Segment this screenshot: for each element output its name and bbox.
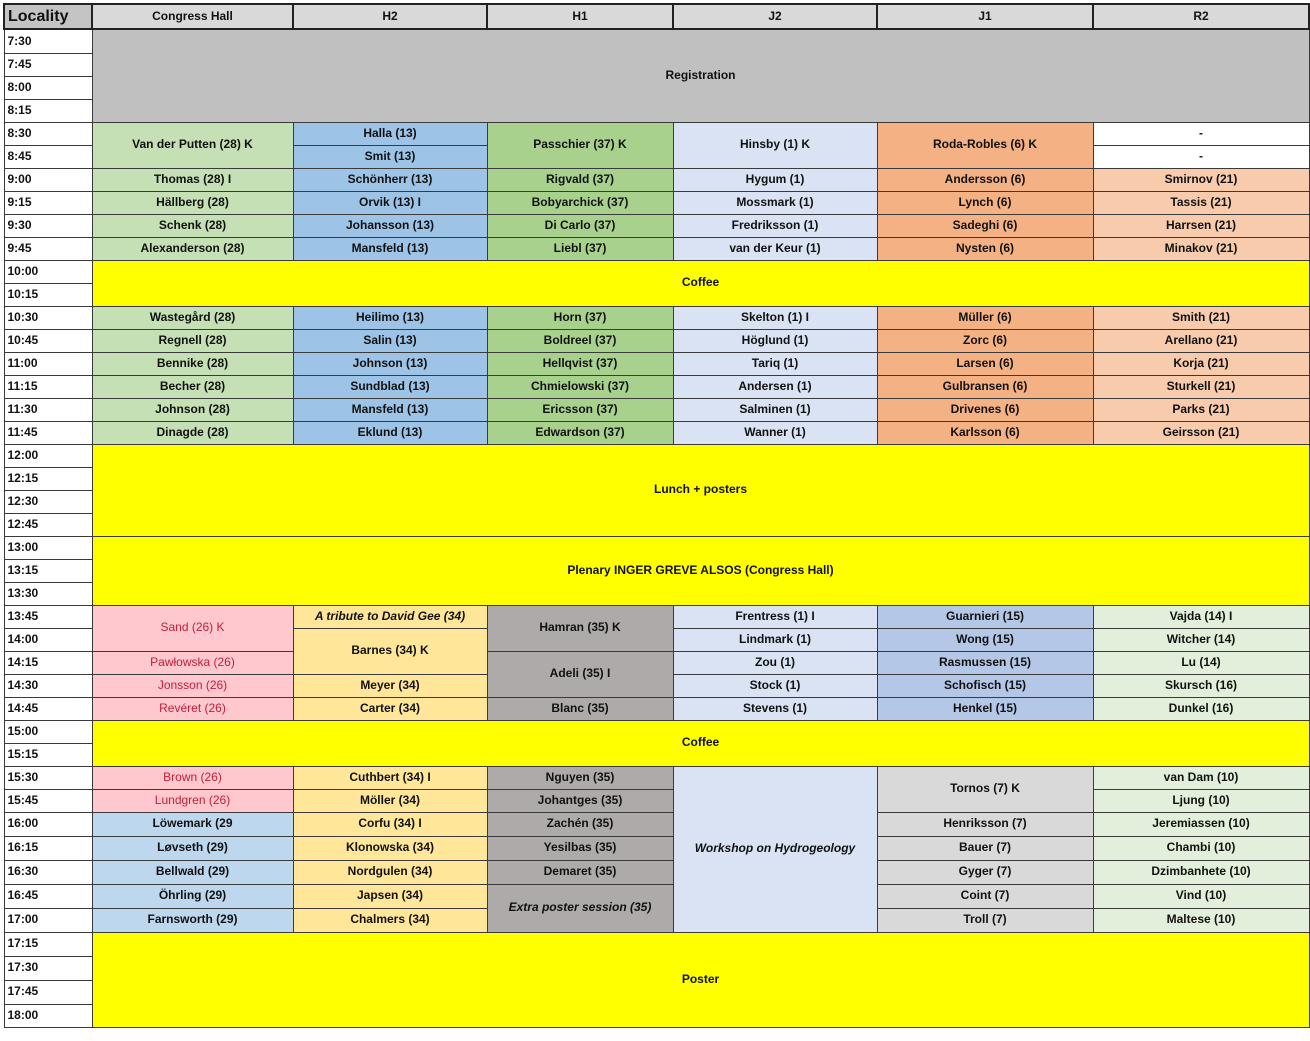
time-label: 16:45 (4, 884, 92, 908)
session-cell: Troll (7) (877, 908, 1093, 932)
session-cell: Farnsworth (29) (92, 908, 293, 932)
session-cell: Öhrling (29) (92, 884, 293, 908)
session-cell: - (1093, 145, 1309, 168)
session-cell: Löwemark (29 (92, 812, 293, 836)
session-cell: Orvik (13) I (293, 191, 487, 214)
session-cell: Demaret (35) (487, 860, 673, 884)
session-cell: Wastegård (28) (92, 306, 293, 329)
session-cell: Henriksson (7) (877, 812, 1093, 836)
session-cell: Minakov (21) (1093, 237, 1309, 260)
time-label: 14:00 (4, 628, 92, 651)
session-cell: Mansfeld (13) (293, 398, 487, 421)
time-label: 11:30 (4, 398, 92, 421)
session-cell: Frentress (1) I (673, 605, 877, 628)
session-cell: Passchier (37) K (487, 122, 673, 168)
session-cell: Witcher (14) (1093, 628, 1309, 651)
session-cell: Eklund (13) (293, 421, 487, 444)
session-cell: Barnes (34) K (293, 628, 487, 674)
session-cell: Hamran (35) K (487, 605, 673, 651)
time-label: 9:45 (4, 237, 92, 260)
session-cell: Gulbransen (6) (877, 375, 1093, 398)
session-cell: Hygum (1) (673, 168, 877, 191)
time-label: 10:30 (4, 306, 92, 329)
time-label: 15:30 (4, 766, 92, 789)
session-cell: Vind (10) (1093, 884, 1309, 908)
room-header-h2: H2 (293, 4, 487, 29)
session-cell: Jonsson (26) (92, 674, 293, 697)
session-cell: Zorc (6) (877, 329, 1093, 352)
session-cell: Blanc (35) (487, 697, 673, 720)
session-cell: Maltese (10) (1093, 908, 1309, 932)
session-cell: Skelton (1) I (673, 306, 877, 329)
session-cell: Smit (13) (293, 145, 487, 168)
session-cell: Corfu (34) I (293, 812, 487, 836)
time-label: 14:15 (4, 651, 92, 674)
time-label: 15:45 (4, 789, 92, 812)
time-label: 13:30 (4, 582, 92, 605)
poster-block: Poster (92, 932, 1309, 1027)
time-label: 8:30 (4, 122, 92, 145)
session-cell: Rasmussen (15) (877, 651, 1093, 674)
session-cell: Horn (37) (487, 306, 673, 329)
session-cell: Regnell (28) (92, 329, 293, 352)
session-cell: Dunkel (16) (1093, 697, 1309, 720)
room-header-h1: H1 (487, 4, 673, 29)
time-label: 7:30 (4, 29, 92, 53)
session-cell: - (1093, 122, 1309, 145)
time-label: 12:30 (4, 490, 92, 513)
time-label: 16:30 (4, 860, 92, 884)
session-cell: Henkel (15) (877, 697, 1093, 720)
room-header-j2: J2 (673, 4, 877, 29)
session-cell: Edwardson (37) (487, 421, 673, 444)
time-label: 14:45 (4, 697, 92, 720)
time-label: 8:00 (4, 76, 92, 99)
session-cell: Smith (21) (1093, 306, 1309, 329)
session-cell: Lu (14) (1093, 651, 1309, 674)
session-cell: Chmielowski (37) (487, 375, 673, 398)
time-label: 9:00 (4, 168, 92, 191)
session-cell: Japsen (34) (293, 884, 487, 908)
time-label: 10:00 (4, 260, 92, 283)
session-cell: Becher (28) (92, 375, 293, 398)
session-cell: Skursch (16) (1093, 674, 1309, 697)
session-cell: Korja (21) (1093, 352, 1309, 375)
session-cell: Salin (13) (293, 329, 487, 352)
session-cell: Thomas (28) I (92, 168, 293, 191)
session-cell: Brown (26) (92, 766, 293, 789)
session-cell: Ljung (10) (1093, 789, 1309, 812)
time-label: 9:15 (4, 191, 92, 214)
session-cell: Jeremiassen (10) (1093, 812, 1309, 836)
time-label: 16:00 (4, 812, 92, 836)
session-cell: Klonowska (34) (293, 836, 487, 860)
session-cell: van der Keur (1) (673, 237, 877, 260)
session-cell: Yesilbas (35) (487, 836, 673, 860)
session-cell: Guarnieri (15) (877, 605, 1093, 628)
time-label: 15:00 (4, 720, 92, 743)
session-cell: Stock (1) (673, 674, 877, 697)
session-cell: Liebl (37) (487, 237, 673, 260)
room-header-j1: J1 (877, 4, 1093, 29)
time-label: 12:15 (4, 467, 92, 490)
session-cell: Boldreel (37) (487, 329, 673, 352)
time-label: 17:00 (4, 908, 92, 932)
session-cell: Lynch (6) (877, 191, 1093, 214)
session-cell: Johnson (13) (293, 352, 487, 375)
session-cell: Chambi (10) (1093, 836, 1309, 860)
session-cell: Geirsson (21) (1093, 421, 1309, 444)
session-cell: Schenk (28) (92, 214, 293, 237)
session-cell: Di Carlo (37) (487, 214, 673, 237)
session-cell: Carter (34) (293, 697, 487, 720)
session-cell: Hellqvist (37) (487, 352, 673, 375)
session-cell: Möller (34) (293, 789, 487, 812)
session-cell: Andersen (1) (673, 375, 877, 398)
session-cell: Salminen (1) (673, 398, 877, 421)
session-cell: Nysten (6) (877, 237, 1093, 260)
session-cell: Vajda (14) I (1093, 605, 1309, 628)
session-cell: Hinsby (1) K (673, 122, 877, 168)
session-cell: Løvseth (29) (92, 836, 293, 860)
session-cell: Adeli (35) I (487, 651, 673, 697)
session-cell: Dzimbanhete (10) (1093, 860, 1309, 884)
session-cell: Bellwald (29) (92, 860, 293, 884)
session-cell: Drivenes (6) (877, 398, 1093, 421)
session-cell: Pawłowska (26) (92, 651, 293, 674)
time-label: 7:45 (4, 53, 92, 76)
time-label: 14:30 (4, 674, 92, 697)
session-cell: Tariq (1) (673, 352, 877, 375)
session-cell: Sturkell (21) (1093, 375, 1309, 398)
time-label: 13:00 (4, 536, 92, 559)
time-label: 13:15 (4, 559, 92, 582)
session-cell: Wanner (1) (673, 421, 877, 444)
session-cell: Höglund (1) (673, 329, 877, 352)
time-label: 9:30 (4, 214, 92, 237)
time-label: 13:45 (4, 605, 92, 628)
session-cell: Fredriksson (1) (673, 214, 877, 237)
session-cell: Müller (6) (877, 306, 1093, 329)
session-cell: Tassis (21) (1093, 191, 1309, 214)
locality-header: Locality (4, 4, 92, 29)
session-cell: Dinagde (28) (92, 421, 293, 444)
session-cell: Roda-Robles (6) K (877, 122, 1093, 168)
session-cell: Harrsen (21) (1093, 214, 1309, 237)
time-label: 12:00 (4, 444, 92, 467)
session-cell: Bennike (28) (92, 352, 293, 375)
session-cell: Nordgulen (34) (293, 860, 487, 884)
registration-block: Registration (92, 29, 1309, 122)
coffee-break-block: Coffee (92, 720, 1309, 766)
session-cell: Chalmers (34) (293, 908, 487, 932)
time-label: 17:15 (4, 932, 92, 956)
session-cell: Karlsson (6) (877, 421, 1093, 444)
session-cell: Coint (7) (877, 884, 1093, 908)
session-cell: Zou (1) (673, 651, 877, 674)
session-cell: Van der Putten (28) K (92, 122, 293, 168)
session-cell: van Dam (10) (1093, 766, 1309, 789)
session-cell: Parks (21) (1093, 398, 1309, 421)
time-label: 10:45 (4, 329, 92, 352)
session-cell: Extra poster session (35) (487, 884, 673, 932)
workshop-block: Workshop on Hydrogeology (673, 766, 877, 932)
session-cell: Meyer (34) (293, 674, 487, 697)
session-cell: Sundblad (13) (293, 375, 487, 398)
session-cell: Tornos (7) K (877, 766, 1093, 812)
session-cell: Zachén (35) (487, 812, 673, 836)
session-cell: Johnson (28) (92, 398, 293, 421)
session-cell: Mossmark (1) (673, 191, 877, 214)
time-label: 8:15 (4, 99, 92, 122)
time-label: 11:45 (4, 421, 92, 444)
plenary-block: Plenary INGER GREVE ALSOS (Congress Hall) (92, 536, 1309, 605)
session-cell: Sand (26) K (92, 605, 293, 651)
session-cell: Arellano (21) (1093, 329, 1309, 352)
session-cell: Cuthbert (34) I (293, 766, 487, 789)
session-cell: Sadeghi (6) (877, 214, 1093, 237)
time-label: 18:00 (4, 1004, 92, 1027)
session-cell: Bauer (7) (877, 836, 1093, 860)
session-cell: Revéret (26) (92, 697, 293, 720)
session-cell: Rigvald (37) (487, 168, 673, 191)
room-header-r2: R2 (1093, 4, 1309, 29)
session-cell: Lindmark (1) (673, 628, 877, 651)
session-cell: Andersson (6) (877, 168, 1093, 191)
session-cell: Nguyen (35) (487, 766, 673, 789)
time-label: 16:15 (4, 836, 92, 860)
session-cell: Lundgren (26) (92, 789, 293, 812)
session-cell: Johansson (13) (293, 214, 487, 237)
session-cell: Heilimo (13) (293, 306, 487, 329)
session-cell: Gyger (7) (877, 860, 1093, 884)
time-label: 8:45 (4, 145, 92, 168)
session-cell: Schönherr (13) (293, 168, 487, 191)
session-cell: Larsen (6) (877, 352, 1093, 375)
session-cell: Stevens (1) (673, 697, 877, 720)
session-cell: Mansfeld (13) (293, 237, 487, 260)
session-cell: Johantges (35) (487, 789, 673, 812)
session-cell: Smirnov (21) (1093, 168, 1309, 191)
header-row (4, 4, 1309, 29)
time-label: 17:45 (4, 980, 92, 1004)
lunch-block: Lunch + posters (92, 444, 1309, 536)
conference-schedule-table (3, 3, 1310, 1028)
session-cell: Hällberg (28) (92, 191, 293, 214)
room-header-congress-hall: Congress Hall (92, 4, 293, 29)
time-label: 12:45 (4, 513, 92, 536)
time-label: 17:30 (4, 956, 92, 980)
session-cell: Schofisch (15) (877, 674, 1093, 697)
session-cell: Wong (15) (877, 628, 1093, 651)
session-cell: Halla (13) (293, 122, 487, 145)
time-label: 15:15 (4, 743, 92, 766)
session-cell: A tribute to David Gee (34) (293, 605, 487, 628)
session-cell: Ericsson (37) (487, 398, 673, 421)
time-label: 10:15 (4, 283, 92, 306)
time-label: 11:00 (4, 352, 92, 375)
coffee-break-block: Coffee (92, 260, 1309, 306)
session-cell: Bobyarchick (37) (487, 191, 673, 214)
time-label: 11:15 (4, 375, 92, 398)
session-cell: Alexanderson (28) (92, 237, 293, 260)
